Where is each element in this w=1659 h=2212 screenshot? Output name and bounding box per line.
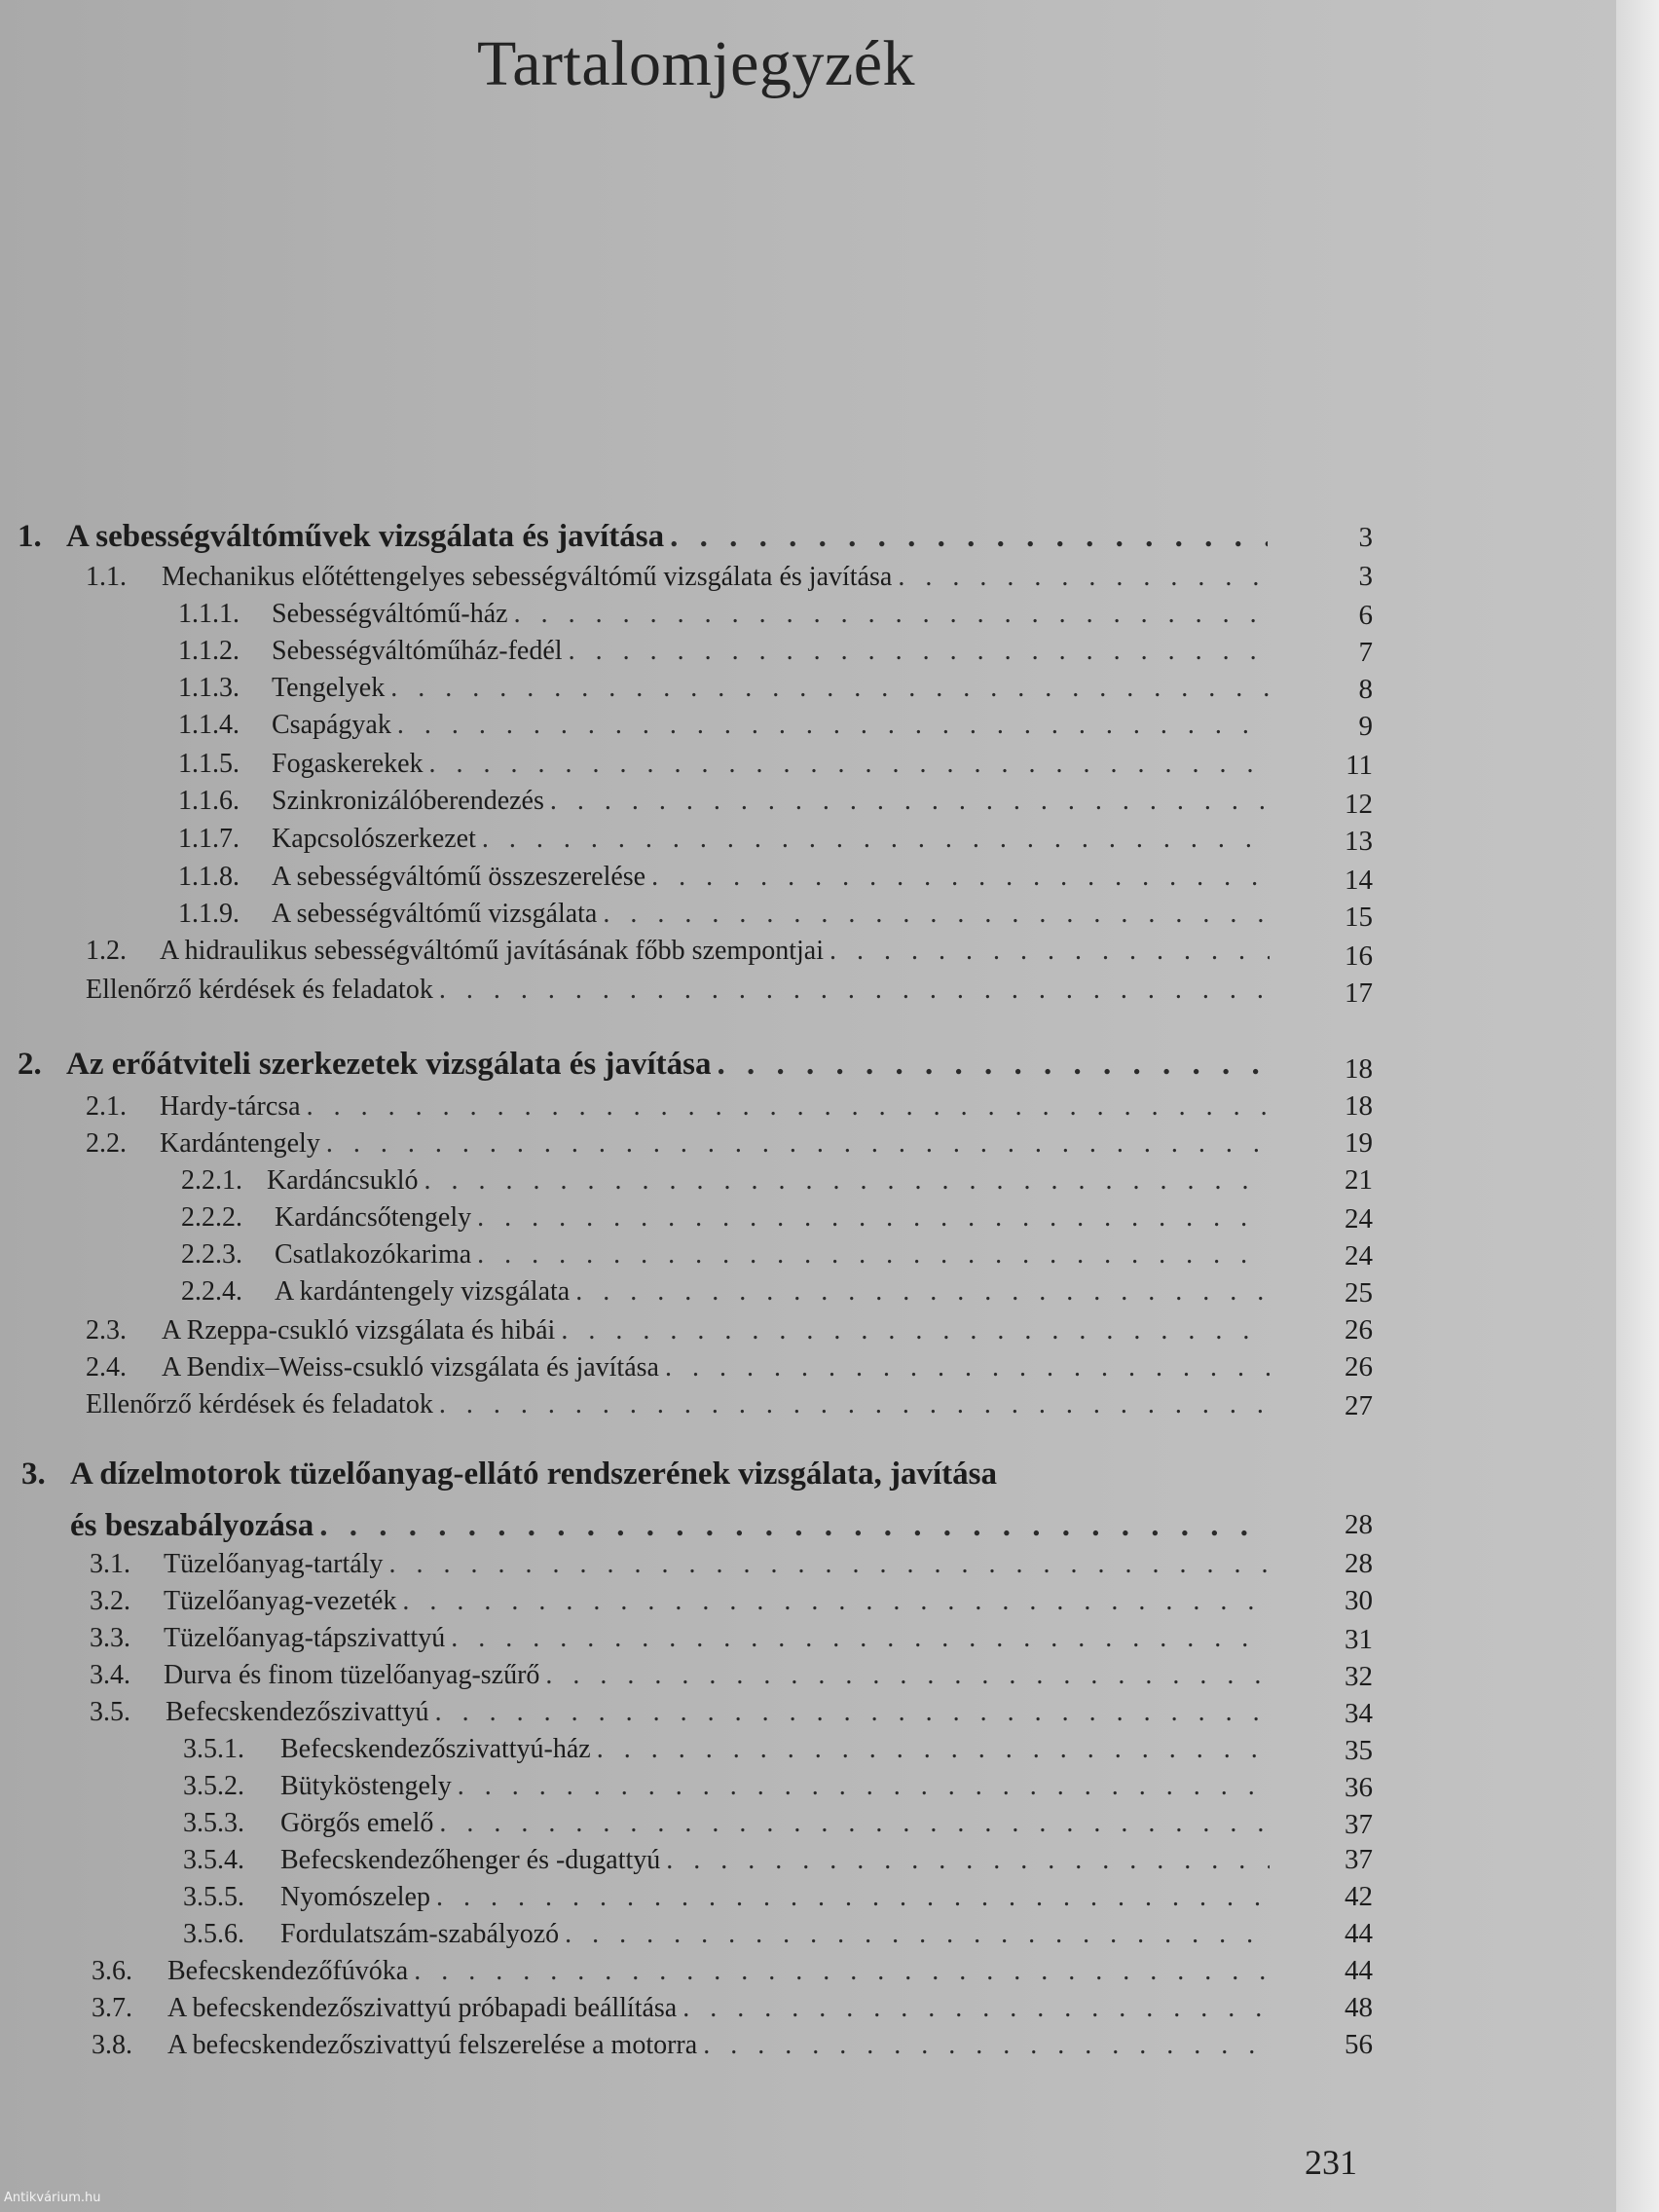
entry-title: Tüzelőanyag-vezeték: [164, 1586, 397, 1616]
dot-leader: [436, 1879, 1270, 1916]
toc-chapter-3-line2[interactable]: [70, 1507, 1275, 1544]
entry-page: 37: [1345, 1809, 1373, 1840]
entry-title: Fogaskerekek: [272, 749, 424, 779]
toc-entry-review[interactable]: [86, 972, 1275, 1009]
entry-title: Kardáncsukló: [267, 1165, 419, 1196]
entry-number: 3.5.3.: [183, 1808, 244, 1838]
chapter-page: 18: [1345, 1053, 1373, 1085]
chapter-number: 3.: [21, 1456, 46, 1492]
entry-number: 1.2.: [86, 936, 127, 966]
entry-number: 2.2.: [86, 1128, 127, 1159]
toc-entry-review[interactable]: [86, 1386, 1275, 1423]
toc-entry[interactable]: [178, 633, 1275, 670]
entry-page: 30: [1345, 1585, 1373, 1616]
toc-entry[interactable]: [181, 1199, 1275, 1236]
entry-page: 26: [1345, 1351, 1373, 1382]
entry-title: A Rzeppa-csukló vizsgálata és hibái: [162, 1315, 556, 1346]
entry-page: 35: [1345, 1735, 1373, 1766]
entry-title: Görgős emelő: [280, 1808, 434, 1838]
entry-number: 2.2.1.: [181, 1165, 242, 1196]
dot-leader: [651, 859, 1270, 896]
dot-leader: [424, 1162, 1270, 1199]
dot-leader: [703, 2027, 1270, 2064]
dot-leader: [319, 1507, 1270, 1544]
entry-page: 32: [1345, 1661, 1373, 1692]
entry-page: 24: [1345, 1240, 1373, 1272]
entry-number: 1.1.7.: [178, 824, 240, 854]
entry-number: 2.2.2.: [181, 1202, 242, 1233]
dot-leader: [477, 1236, 1270, 1273]
toc-entry[interactable]: [86, 933, 1275, 970]
dot-leader: [429, 746, 1270, 783]
entry-page: 12: [1345, 789, 1373, 820]
dot-leader: [390, 670, 1270, 707]
entry-title: Fordulatszám-szabályozó: [280, 1919, 560, 1949]
toc-entry[interactable]: [92, 1953, 1275, 1990]
entry-page: 27: [1345, 1390, 1373, 1421]
entry-title: Tüzelőanyag-tápszivattyú: [164, 1623, 446, 1653]
dot-leader: [830, 933, 1270, 970]
toc-entry[interactable]: [178, 783, 1275, 820]
toc-entry[interactable]: [178, 859, 1275, 896]
dot-leader: [565, 1916, 1270, 1953]
toc-entry[interactable]: [178, 707, 1275, 744]
entry-number: 3.7.: [92, 1993, 132, 2023]
entry-number: 3.3.: [90, 1623, 130, 1653]
entry-title: A Bendix–Weiss-csukló vizsgálata és javítása: [162, 1352, 659, 1382]
dot-leader: [439, 1805, 1270, 1842]
entry-number: 3.2.: [90, 1586, 130, 1616]
dot-leader: [718, 1046, 1268, 1083]
entry-number: 2.2.3.: [181, 1239, 242, 1270]
entry-title: Kardáncsőtengely: [275, 1202, 472, 1233]
chapter-title-line1: A dízelmotorok tüzelőanyag-ellátó rendszerének vizsgálata, javítása: [70, 1456, 997, 1492]
entry-page: 9: [1358, 711, 1373, 742]
toc-entry[interactable]: [183, 1842, 1275, 1879]
entry-page: 37: [1345, 1844, 1373, 1875]
entry-number: 1.1.9.: [178, 899, 240, 929]
watermark: Antikvárium.hu: [4, 2191, 101, 2205]
dot-leader: [597, 1731, 1270, 1768]
entry-title: Hardy-tárcsa: [160, 1091, 301, 1122]
entry-title: A befecskendezőszivattyú felszerelése a motorra: [167, 2030, 698, 2060]
entry-page: 56: [1345, 2029, 1373, 2060]
entry-title: Mechanikus előtéttengelyes sebességváltómű vizsgálata és javítása: [162, 562, 893, 592]
entry-page: 42: [1345, 1881, 1373, 1912]
entry-page: 36: [1345, 1772, 1373, 1803]
entry-number: 2.1.: [86, 1091, 127, 1122]
entry-number: 1.1.3.: [178, 673, 240, 703]
toc-entry[interactable]: [90, 1694, 1275, 1731]
toc-entry[interactable]: [90, 1657, 1275, 1694]
chapter-number: 1.: [18, 519, 42, 554]
entry-title: Befecskendezőhenger és -dugattyú: [280, 1845, 661, 1875]
entry-page: 13: [1345, 826, 1373, 857]
entry-title: Szinkronizálóberendezés: [272, 786, 544, 816]
toc-entry[interactable]: [181, 1236, 1275, 1273]
toc-entry[interactable]: [183, 1916, 1275, 1953]
entry-number: 1.1.8.: [178, 862, 240, 892]
entry-number: 1.1.: [86, 562, 127, 592]
toc-entry[interactable]: [178, 746, 1275, 783]
entry-title: Durva és finom tüzelőanyag-szűrő: [164, 1660, 540, 1690]
dot-leader: [603, 896, 1270, 933]
dot-leader: [388, 1546, 1270, 1583]
entry-title: Befecskendezőfúvóka: [167, 1956, 409, 1986]
dot-leader: [666, 1842, 1270, 1879]
chapter-page: 3: [1358, 522, 1373, 553]
entry-page: 24: [1345, 1203, 1373, 1235]
entry-page: 19: [1345, 1127, 1373, 1159]
entry-number: 2.2.4.: [181, 1276, 242, 1307]
dot-leader: [451, 1620, 1270, 1657]
entry-page: 28: [1345, 1548, 1373, 1579]
entry-title: A befecskendezőszivattyú próbapadi beállítása: [167, 1993, 678, 2023]
entry-page: 8: [1358, 674, 1373, 705]
dot-leader: [665, 1349, 1270, 1386]
toc-entry[interactable]: [183, 1805, 1275, 1842]
entry-page: 34: [1345, 1698, 1373, 1729]
dot-leader: [561, 1312, 1270, 1349]
entry-title: A sebességváltómű vizsgálata: [272, 899, 598, 929]
toc-entry[interactable]: [181, 1162, 1275, 1199]
dot-leader: [550, 783, 1270, 820]
dot-leader: [439, 1386, 1270, 1423]
page-number: 231: [1305, 2143, 1357, 2182]
dot-leader: [682, 1990, 1270, 2027]
entry-page: 16: [1345, 940, 1373, 972]
entry-page: 15: [1345, 902, 1373, 933]
entry-page: 44: [1345, 1918, 1373, 1949]
dot-leader: [307, 1088, 1270, 1125]
entry-page: 7: [1358, 637, 1373, 668]
entry-title: Sebességváltómű-ház: [272, 599, 508, 629]
toc-chapter-1[interactable]: [18, 518, 1273, 555]
entry-title: A hidraulikus sebességváltómű javításának főbb szempontjai: [160, 936, 824, 966]
entry-number: 3.8.: [92, 2030, 132, 2060]
entry-page: 48: [1345, 1992, 1373, 2023]
entry-title: Bütyköstengely: [280, 1771, 452, 1801]
entry-page: 3: [1358, 561, 1373, 592]
chapter-number: 2.: [18, 1047, 42, 1082]
entry-number: 1.1.1.: [178, 599, 240, 629]
toc-entry[interactable]: [86, 559, 1275, 596]
toc-entry[interactable]: [181, 1273, 1275, 1310]
toc-entry[interactable]: [178, 821, 1275, 858]
toc-entry[interactable]: [86, 1125, 1275, 1162]
entry-page: 44: [1345, 1955, 1373, 1986]
toc-entry[interactable]: [178, 596, 1275, 633]
entry-number: 1.1.2.: [178, 636, 240, 666]
entry-title: A kardántengely vizsgálata: [275, 1276, 571, 1307]
entry-page: 25: [1345, 1277, 1373, 1309]
toc-chapter-2[interactable]: [18, 1046, 1273, 1083]
dot-leader: [326, 1125, 1270, 1162]
entry-number: 2.4.: [86, 1352, 127, 1382]
page-title: Tartalomjegyzék: [477, 28, 916, 99]
entry-title: Csapágyak: [272, 710, 391, 740]
toc-entry[interactable]: [183, 1879, 1275, 1916]
toc-entry[interactable]: [86, 1312, 1275, 1349]
toc-entry[interactable]: [86, 1088, 1275, 1125]
entry-number: 1.1.5.: [178, 749, 240, 779]
entry-title: Tengelyek: [272, 673, 386, 703]
entry-number: 1.1.4.: [178, 710, 240, 740]
dot-leader: [514, 596, 1270, 633]
dot-leader: [575, 1273, 1270, 1310]
toc-entry[interactable]: [90, 1583, 1275, 1620]
entry-title: Csatlakozókarima: [275, 1239, 472, 1270]
entry-page: 31: [1345, 1624, 1373, 1655]
entry-number: 3.5.: [90, 1697, 130, 1727]
dot-leader: [670, 518, 1268, 555]
entry-page: 18: [1345, 1090, 1373, 1122]
entry-page: 26: [1345, 1314, 1373, 1346]
entry-number: 3.1.: [90, 1549, 130, 1579]
entry-title: Kapcsolószerkezet: [272, 824, 476, 854]
entry-number: 3.5.4.: [183, 1845, 244, 1875]
toc-entry[interactable]: [90, 1546, 1275, 1583]
toc-entry[interactable]: [183, 1768, 1275, 1805]
entry-number: 3.4.: [90, 1660, 130, 1690]
entry-number: 3.5.6.: [183, 1919, 244, 1949]
entry-number: 3.5.2.: [183, 1771, 244, 1801]
chapter-title: Az erőátviteli szerkezetek vizsgálata és javítása: [66, 1047, 712, 1082]
entry-title: Nyomószelep: [280, 1882, 430, 1912]
entry-title: Ellenőrző kérdések és feladatok: [86, 975, 433, 1005]
dot-leader: [402, 1583, 1270, 1620]
toc-entry[interactable]: [90, 1620, 1275, 1657]
dot-leader: [439, 972, 1270, 1009]
dot-leader: [435, 1694, 1270, 1731]
dot-leader: [458, 1768, 1270, 1805]
entry-number: 3.5.1.: [183, 1734, 244, 1764]
toc-entry[interactable]: [183, 1731, 1275, 1768]
chapter-title-line2: és beszabályozása: [70, 1508, 314, 1543]
toc-entry[interactable]: [92, 2027, 1275, 2064]
entry-title: Ellenőrző kérdések és feladatok: [86, 1389, 433, 1419]
entry-page: 14: [1345, 865, 1373, 896]
toc-entry[interactable]: [92, 1990, 1275, 2027]
toc-entry[interactable]: [86, 1349, 1275, 1386]
dot-leader: [477, 1199, 1270, 1236]
entry-number: 1.1.6.: [178, 786, 240, 816]
entry-page: 11: [1346, 750, 1373, 781]
entry-number: 2.3.: [86, 1315, 127, 1346]
toc-entry[interactable]: [178, 896, 1275, 933]
toc-entry[interactable]: [178, 670, 1275, 707]
entry-title: Befecskendezőszivattyú: [166, 1697, 429, 1727]
entry-page: 6: [1358, 600, 1373, 631]
dot-leader: [898, 559, 1270, 596]
entry-page: 21: [1345, 1164, 1373, 1196]
dot-leader: [414, 1953, 1270, 1990]
dot-leader: [545, 1657, 1270, 1694]
entry-title: Befecskendezőszivattyú-ház: [280, 1734, 591, 1764]
dot-leader: [569, 633, 1270, 670]
entry-number: 3.6.: [92, 1956, 132, 1986]
page-edge: [1616, 0, 1659, 2212]
entry-title: Tüzelőanyag-tartály: [164, 1549, 384, 1579]
entry-title: A sebességváltómű összeszerelése: [272, 862, 646, 892]
chapter-page: 28: [1345, 1509, 1373, 1540]
entry-number: 3.5.5.: [183, 1882, 244, 1912]
chapter-title: A sebességváltóművek vizsgálata és javítása: [66, 519, 665, 554]
dot-leader: [397, 707, 1270, 744]
toc-chapter-3-line1[interactable]: [21, 1456, 997, 1493]
entry-title: Sebességváltóműház-fedél: [272, 636, 563, 666]
entry-title: Kardántengely: [160, 1128, 320, 1159]
entry-page: 17: [1345, 977, 1373, 1009]
dot-leader: [482, 821, 1270, 858]
